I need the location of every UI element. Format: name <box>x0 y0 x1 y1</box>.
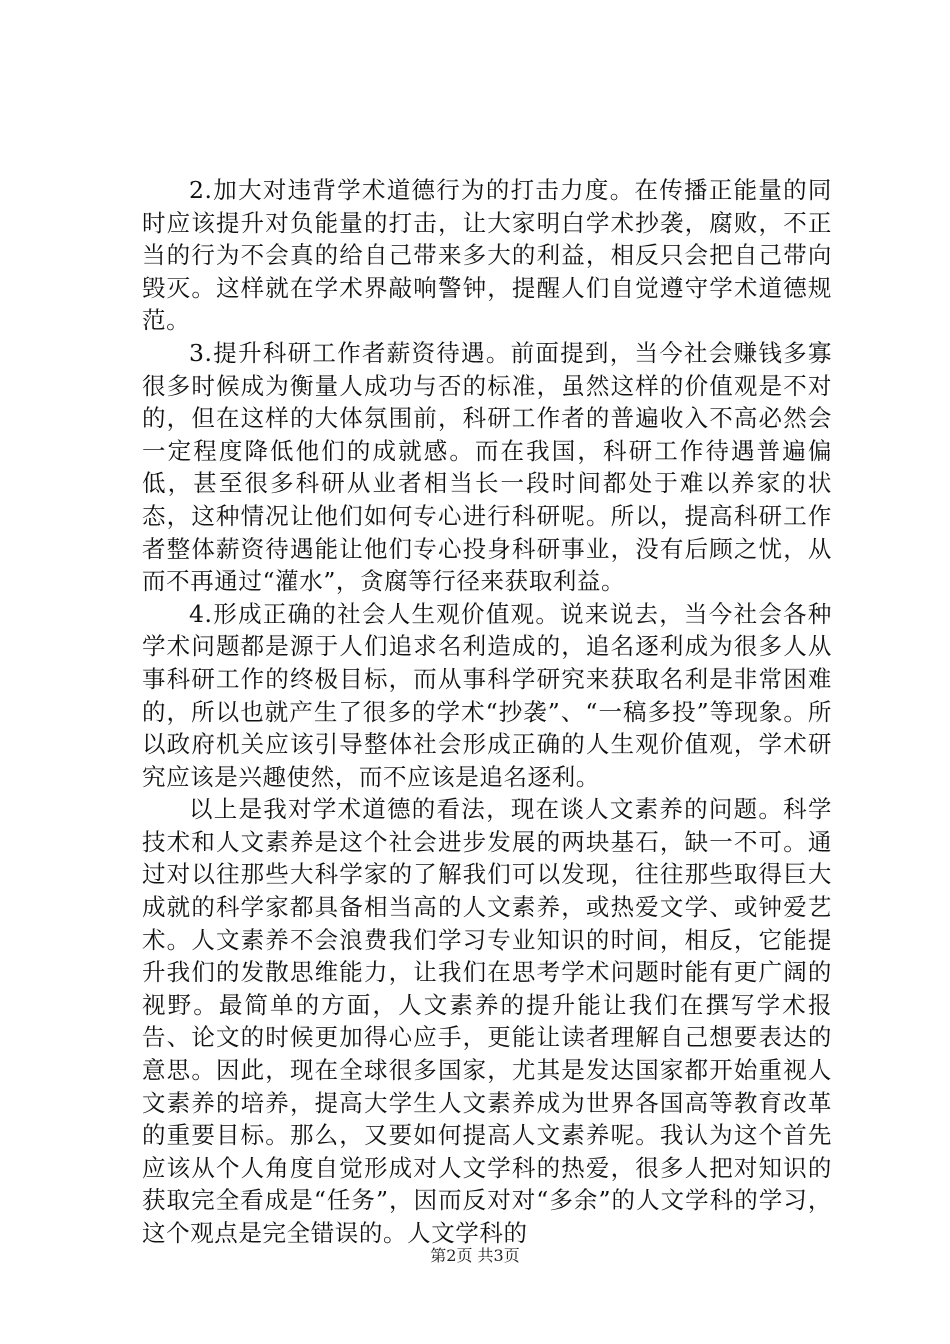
page-footer: 第2页 共3页 <box>430 1246 520 1265</box>
paragraph-3: 4.形成正确的社会人生观价值观。说来说去，当今社会各种学术问题都是源于人们追求名利造成的，追名逐利成为很多人从事科研工作的终极目标，而从事科学研究来获取名利是非常困难的，所以也就产生了很多的学术“抄袭”、“一稿多投”等现象。所以政府机关应该引导整体社会形成正确的人生观价值观，学术研究应该是兴趣使然，而不应该是追名逐利。 <box>142 599 832 791</box>
document-body <box>142 174 832 1250</box>
paragraph-4: 以上是我对学术道德的看法，现在谈人文素养的问题。科学技术和人文素养是这个社会进步发展的两块基石，缺一不可。通过对以往那些大科学家的了解我们可以发现，往往那些取得巨大成就的科学家都具备相当高的人文素养，或热爱文学、或钟爱艺术。人文素养不会浪费我们学习专业知识的时间，相反，它能提升我们的发散思维能力，让我们在思考学术问题时能有更广阔的视野。最简单的方面，人文素养的提升能让我们在撰写学术报告、论文的时候更加得心应手，更能让读者理解自己想要表达的意思。因此，现在全球很多国家，尤其是发达国家都开始重视人文素养的培养，提高大学生人文素养成为世界各国高等教育改革的重要目标。那么，又要如何提高人文素养呢。我认为这个首先应该从个人角度自觉形成对人文学科的热爱，很多人把对知识的获取完全看成是“任务”，因而反对对“多余”的人文学科的学习，这个观点是完全错误的。人文学科的 <box>142 795 832 1247</box>
paragraph-1: 2.加大对违背学术道德行为的打击力度。在传播正能量的同时应该提升对负能量的打击，让大家明白学术抄袭，腐败，不正当的行为不会真的给自己带来多大的利益，相反只会把自己带向毁灭。这样就在学术界敲响警钟，提醒人们自觉遵守学术道德规范。 <box>142 176 832 335</box>
paragraph-2: 3.提升科研工作者薪资待遇。前面提到，当今社会赚钱多寡很多时候成为衡量人成功与否的标准，虽然这样的价值观是不对的，但在这样的大体氛围前，科研工作者的普遍收入不高必然会一定程度降低他们的成就感。而在我国，科研工作待遇普遍偏低，甚至很多科研从业者相当长一段时间都处于难以养家的状态，这种情况让他们如何专心进行科研呢。所以，提高科研工作者整体薪资待遇能让他们专心投身科研事业，没有后顾之忧，从而不再通过“灌水”，贪腐等行径来获取利益。 <box>142 338 832 596</box>
